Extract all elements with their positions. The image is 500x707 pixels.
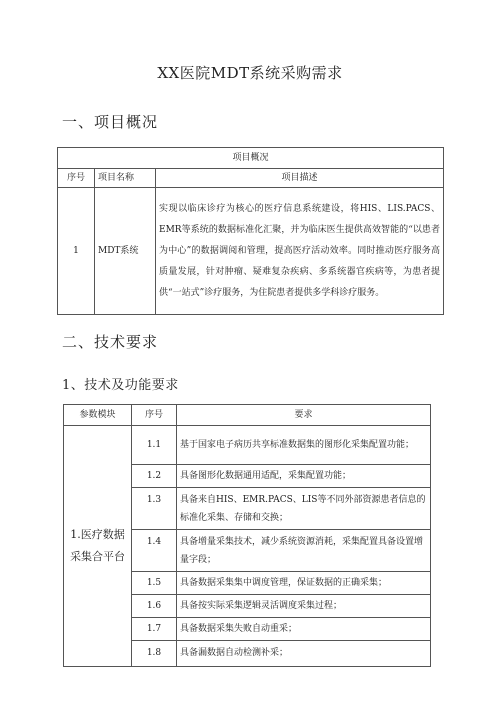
project-overview-table	[57, 147, 444, 315]
cell-name: MDT系统	[95, 188, 156, 315]
cell-req: 具备来自HIS、EMR.PACS、LIS等不同外部资源患者信息的标准化采集、存储和交换；	[177, 488, 431, 530]
cell-no: 1.4	[132, 530, 177, 572]
cell-req: 具备图形化数据通用适配，采集配置功能；	[177, 465, 431, 488]
cell-req: 具备按实际采集逻辑灵活调度采集过程；	[177, 595, 431, 618]
col-header-no: 序号	[58, 169, 95, 188]
document-title: XX医院MDT系统采购需求	[157, 64, 343, 82]
col-header-req: 要求	[177, 405, 431, 426]
cell-desc: 实现以临床诊疗为核心的医疗信息系统建设，将HIS、LIS.PACS、EMR等系统的数据标准化汇聚，并为临床医生提供高效智能的“以患者为中心”的数据调阅和管理，提高医疗活动效率。同时推动医疗服务高质量发展，针对肿瘤、疑难复杂疾病、多系统器官疾病等，为患者提供“一站式”诊疗服务，为住院患者提供多学科诊疗服务。	[156, 188, 444, 315]
tech-requirements-table	[63, 404, 431, 667]
section1-heading: 一、项目概况	[62, 113, 159, 131]
table-row	[64, 426, 431, 465]
cell-req: 基于国家电子病历共享标准数据集的图形化采集配置功能；	[177, 426, 431, 465]
section2-heading: 二、技术要求	[62, 333, 159, 351]
cell-req: 具备数据采集失败自动重采；	[177, 618, 431, 641]
cell-req: 具备增量采集技术，减少系统资源消耗，采集配置具备设置增量字段；	[177, 530, 431, 572]
cell-req: 具备数据采集集中调度管理，保证数据的正确采集；	[177, 572, 431, 595]
cell-no: 1.3	[132, 488, 177, 530]
module-cell: 1.医疗数据采集合平台	[64, 426, 132, 667]
cell-req: 具备漏数据自动检测补采；	[177, 641, 431, 667]
cell-no: 1	[58, 188, 95, 315]
cell-no: 1.8	[132, 641, 177, 667]
col-header-no: 序号	[132, 405, 177, 426]
cell-no: 1.6	[132, 595, 177, 618]
col-header-name: 项目名称	[95, 169, 156, 188]
cell-no: 1.5	[132, 572, 177, 595]
cell-no: 1.2	[132, 465, 177, 488]
cell-no: 1.1	[132, 426, 177, 465]
cell-no: 1.7	[132, 618, 177, 641]
table-row	[58, 188, 444, 315]
col-header-module: 参数模块	[64, 405, 132, 426]
col-header-desc: 项目描述	[156, 169, 444, 188]
section2-subheading: 1、技术及功能要求	[62, 378, 179, 393]
table-caption: 项目概况	[58, 148, 444, 169]
